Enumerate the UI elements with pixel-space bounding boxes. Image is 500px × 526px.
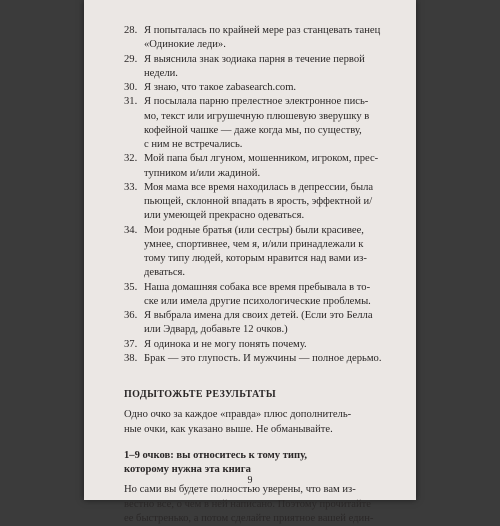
item-text xyxy=(144,338,402,352)
item-line: Я посылала парню прелестное электронное пись- xyxy=(144,96,369,108)
item-number: 37. xyxy=(124,338,138,350)
item-number: 38. xyxy=(124,352,138,364)
item-line: Я одинока и не могу понять почему. xyxy=(144,338,307,350)
list-item xyxy=(124,224,402,281)
subheading xyxy=(124,449,402,478)
subheading-line: 1–9 очков: вы относитесь к тому типу, xyxy=(124,449,307,461)
item-number: 28. xyxy=(124,25,138,36)
item-line: недели. xyxy=(144,67,178,79)
final-line: ее быстренько, а потом сделайте приятное вашей един- xyxy=(124,512,374,524)
summary-paragraph xyxy=(124,408,402,437)
item-line: деваться. xyxy=(144,267,186,279)
item-text xyxy=(144,224,402,281)
item-text xyxy=(144,81,402,95)
item-text xyxy=(144,24,402,53)
item-line: ске или имела другие психологические проблемы. xyxy=(144,295,371,307)
page-number: 9 xyxy=(247,475,253,486)
book-page xyxy=(84,0,416,524)
list-item xyxy=(124,95,402,152)
item-number: 32. xyxy=(124,153,138,165)
list-item xyxy=(124,81,402,95)
item-text xyxy=(144,95,402,152)
item-line: «Одинокие леди». xyxy=(144,39,226,51)
summary-line: Одно очко за каждое «правда» плюс дополнитель- xyxy=(124,409,352,421)
item-line: Я попыталась по крайней мере раз станцевать танец xyxy=(144,25,381,36)
section-title: ПОДЫТОЖЬТЕ РЕЗУЛЬТАТЫ xyxy=(124,389,277,400)
list-item xyxy=(124,338,402,352)
item-text xyxy=(144,281,402,310)
item-line: пьющей, склонной впадать в ярость, эффектной и/ xyxy=(144,196,373,207)
item-line: кофейной чашке — даже когда мы, по существу, xyxy=(144,124,362,136)
item-number: 31. xyxy=(124,96,138,108)
item-text xyxy=(144,181,402,224)
list-item xyxy=(124,281,402,310)
list-item xyxy=(124,309,402,338)
item-text xyxy=(144,53,402,82)
summary-line: ные очки, как указано выше. Не обманывайте. xyxy=(124,423,333,435)
item-number: 30. xyxy=(124,82,138,93)
item-line: Мой папа был лгуном, мошенником, игроком, прес- xyxy=(144,153,379,165)
subheading-line: которому нужна эта книга xyxy=(124,464,251,475)
item-line: Брак — это глупость. И мужчины — полное дерьмо. xyxy=(144,352,382,364)
item-number: 35. xyxy=(124,281,138,293)
list-item xyxy=(124,152,402,181)
item-line: Наша домашняя собака все время пребывала в то- xyxy=(144,281,371,293)
item-text xyxy=(144,309,402,338)
item-line: Моя мама все время находилась в депрессии, была xyxy=(144,181,374,193)
page-text xyxy=(124,24,402,526)
final-paragraph xyxy=(124,483,402,526)
item-line: Я знаю, что такое zabasearch.com. xyxy=(144,82,297,93)
item-text xyxy=(144,152,402,181)
list-item xyxy=(124,53,402,82)
item-line: или умеющей прекрасно одеваться. xyxy=(144,210,305,222)
final-line: вестно все, о чем в ней написано. Поэтому прочитайте xyxy=(124,498,371,510)
item-line: или Эдвард, добавьте 12 очков.) xyxy=(144,324,288,336)
list-item xyxy=(124,181,402,224)
item-line: Я выбрала имена для своих детей. (Если это Белла xyxy=(144,310,373,321)
item-number: 34. xyxy=(124,224,138,236)
item-line: Я выяснила знак зодиака парня в течение первой xyxy=(144,53,365,65)
item-line: умнее, спортивнее, чем я, и/или принадлежали к xyxy=(144,238,364,250)
item-text xyxy=(144,352,402,366)
list-item xyxy=(124,24,402,53)
item-number: 36. xyxy=(124,310,138,321)
item-line: Мои родные братья (или сестры) были красивее, xyxy=(144,224,364,236)
item-number: 29. xyxy=(124,53,138,65)
list-item xyxy=(124,352,402,366)
final-line: Но сами вы будете полностью уверены, что вам из- xyxy=(124,484,356,496)
item-line: с ним не встречались. xyxy=(144,139,243,150)
item-number: 33. xyxy=(124,181,138,193)
item-line: тому типу людей, которым нравится над вами из- xyxy=(144,253,367,264)
item-line: тупником и/или жадиной. xyxy=(144,167,261,179)
item-line: мо, текст или игрушечную плюшевую зверушку в xyxy=(144,110,370,122)
numbered-list xyxy=(124,24,402,366)
